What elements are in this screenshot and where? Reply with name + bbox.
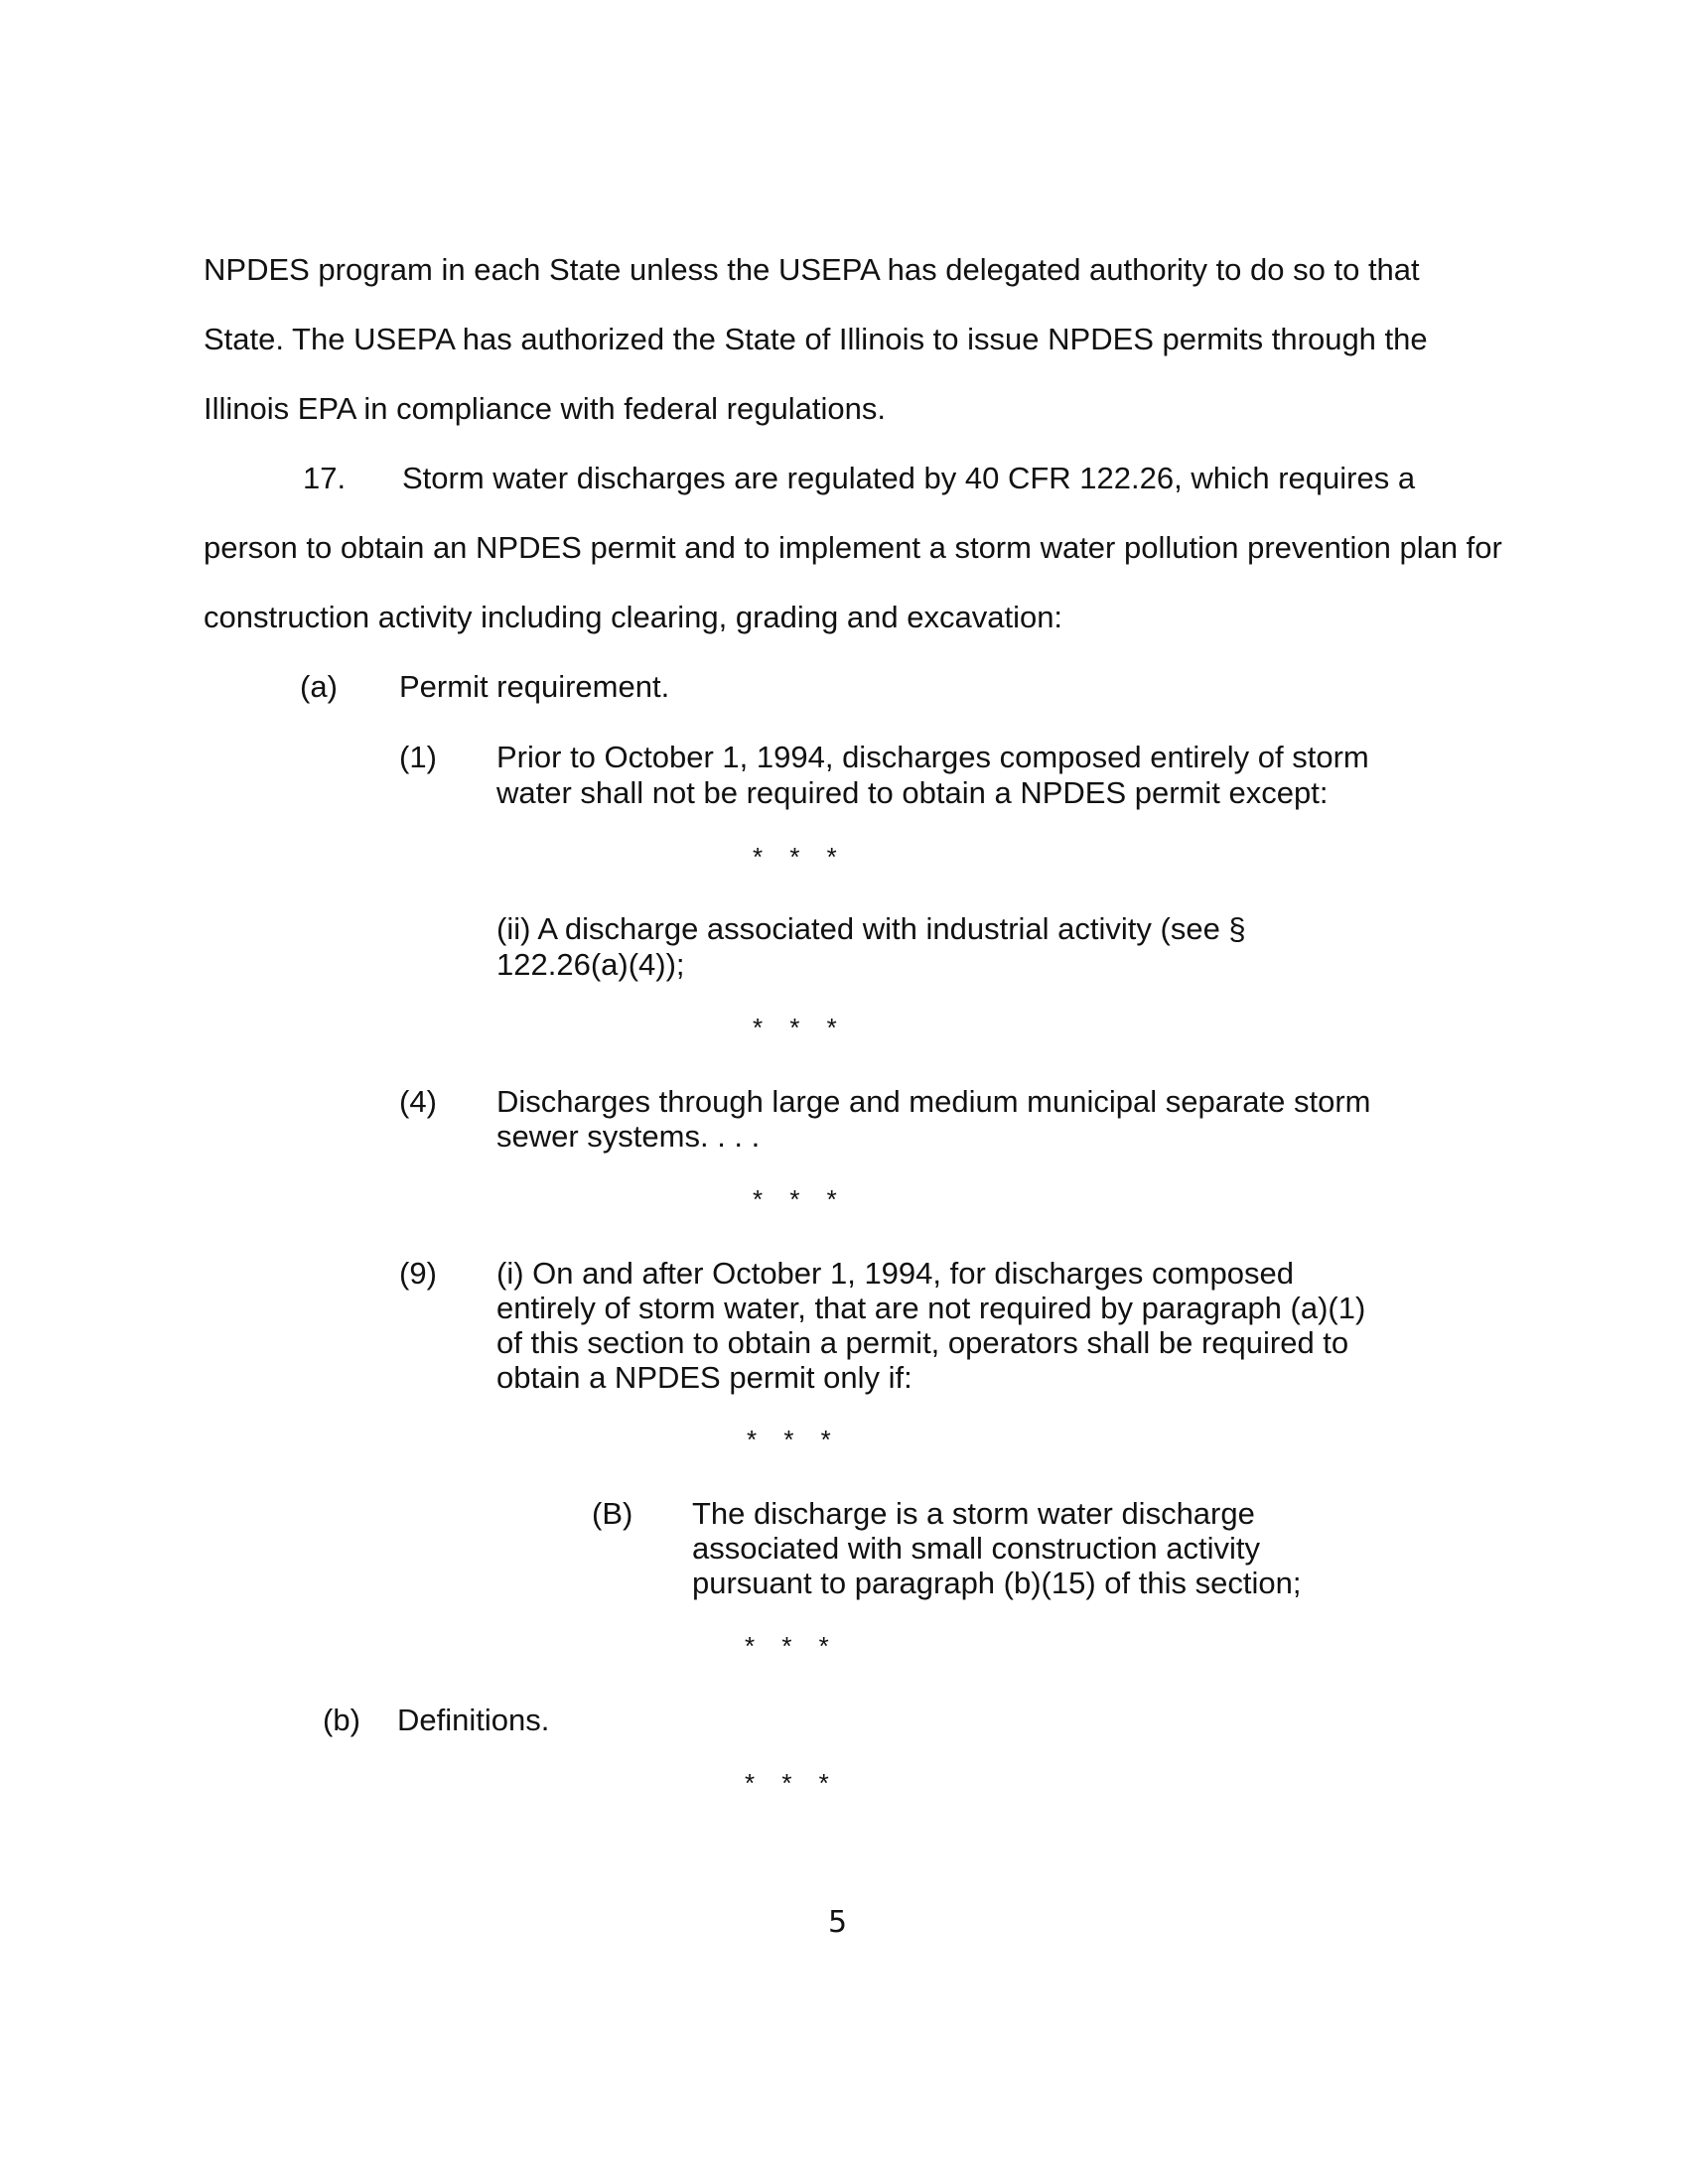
quote-text-line: The discharge is a storm water discharge <box>692 1496 1255 1531</box>
quote-text-line: associated with small construction activity <box>692 1531 1261 1566</box>
subsection-heading: Permit requirement. <box>399 669 670 704</box>
body-text-line: person to obtain an NPDES permit and to implement a storm water pollution prevention plan for <box>204 530 1502 565</box>
ellipsis-stars: * * * <box>745 1631 839 1661</box>
ellipsis-stars: * * * <box>753 1184 847 1214</box>
ellipsis-stars: * * * <box>747 1425 841 1454</box>
item-label: (1) <box>399 740 437 774</box>
ellipsis-stars: * * * <box>753 1013 847 1042</box>
quote-text-line: obtain a NPDES permit only if: <box>496 1360 912 1395</box>
quote-text-line: (ii) A discharge associated with industrial activity (see § <box>496 911 1246 946</box>
quote-text-line: Prior to October 1, 1994, discharges composed entirely of storm <box>496 740 1369 774</box>
quote-text-line: sewer systems. . . . <box>496 1119 761 1154</box>
quote-text-line: water shall not be required to obtain a NPDES permit except: <box>496 775 1329 810</box>
ellipsis-stars: * * * <box>753 842 847 872</box>
paragraph-number: 17. <box>303 461 347 495</box>
quote-text-line: of this section to obtain a permit, operators shall be required to <box>496 1325 1349 1360</box>
subsection-heading: Definitions. <box>397 1703 550 1737</box>
body-text-line: Illinois EPA in compliance with federal regulations. <box>204 391 886 426</box>
subsection-label: (b) <box>323 1703 360 1737</box>
body-text-line: construction activity including clearing, grading and excavation: <box>204 600 1063 634</box>
quote-text-line: (i) On and after October 1, 1994, for discharges composed <box>496 1256 1294 1291</box>
item-label: (9) <box>399 1256 437 1291</box>
page-number: 5 <box>828 1905 848 1940</box>
body-text-line: NPDES program in each State unless the USEPA has delegated authority to do so to that <box>204 252 1420 287</box>
quote-text-line: 122.26(a)(4)); <box>496 947 685 982</box>
quote-text-line: pursuant to paragraph (b)(15) of this section; <box>692 1566 1302 1600</box>
ellipsis-stars: * * * <box>745 1768 839 1798</box>
quote-text-line: Discharges through large and medium municipal separate storm <box>496 1084 1371 1119</box>
item-label: (4) <box>399 1084 437 1119</box>
quote-text-line: entirely of storm water, that are not required by paragraph (a)(1) <box>496 1291 1366 1325</box>
subsection-label: (a) <box>300 669 338 704</box>
item-label: (B) <box>592 1496 633 1531</box>
body-text-line: State. The USEPA has authorized the State of Illinois to issue NPDES permits through the <box>204 322 1428 356</box>
body-text-line: Storm water discharges are regulated by 40 CFR 122.26, which requires a <box>402 461 1416 495</box>
